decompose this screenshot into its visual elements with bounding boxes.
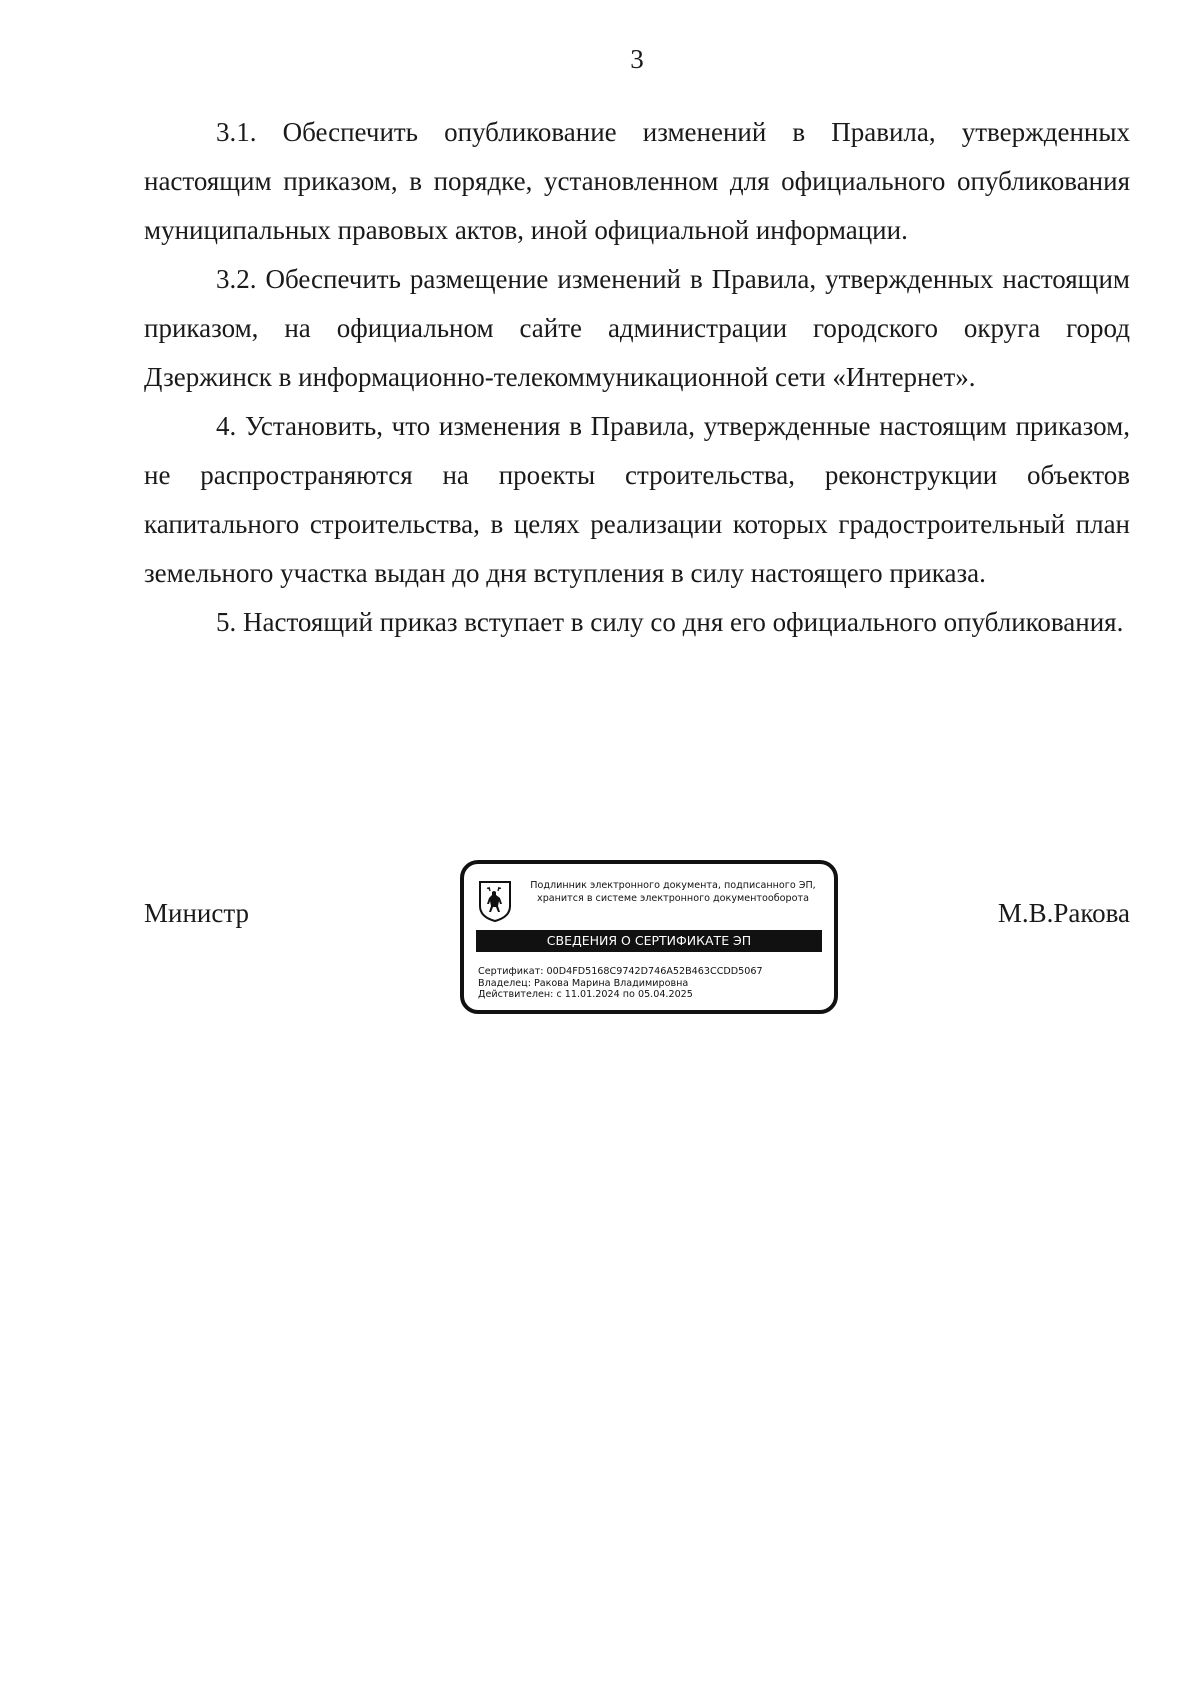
deer-coat-of-arms-icon — [478, 880, 512, 922]
paragraph-5: 5. Настоящий приказ вступает в силу со дня его официального опубликования. — [216, 607, 1124, 637]
certificate-validity: Действителен: с 11.01.2024 по 05.04.2025 — [478, 989, 693, 1000]
signer-position: Министр — [144, 898, 249, 928]
document-body — [144, 108, 1130, 647]
paragraph-4: 4. Установить, что изменения в Правила, утвержденные настоящим приказом, не распространяются на проекты строительства, реконструкции объектов капитального строительства, в целях реализации которых градостроительный план земельного участка выдан до дня вступления в силу настоящего приказа. — [144, 411, 1130, 588]
stamp-header-line2: хранится в системе электронного документооборота — [537, 892, 809, 904]
page-number: 3 — [630, 44, 644, 74]
paragraph-3-2: 3.2. Обеспечить размещение изменений в Правила, утвержденных настоящим приказом, на официальном сайте администрации городского округа город Дзержинск в информационно-телекоммуникационной сети «Интернет». — [144, 264, 1130, 392]
certificate-details — [478, 966, 824, 1001]
certificate-info-bar: СВЕДЕНИЯ О СЕРТИФИКАТЕ ЭП — [476, 930, 822, 952]
stamp-header — [520, 880, 826, 905]
electronic-signature-stamp — [460, 860, 838, 1014]
paragraph-3-1: 3.1. Обеспечить опубликование изменений в Правила, утвержденных настоящим приказом, в порядке, установленном для официального опубликования муниципальных правовых актов, иной официальной информации. — [144, 117, 1130, 245]
signer-name: М.В.Ракова — [997, 898, 1130, 928]
certificate-number: Сертификат: 00D4FD5168C9742D746A52B463CCDD5067 — [478, 966, 763, 977]
certificate-owner: Владелец: Ракова Марина Владимировна — [478, 977, 689, 989]
stamp-header-line1: Подлинник электронного документа, подписанного ЭП, — [530, 880, 816, 891]
